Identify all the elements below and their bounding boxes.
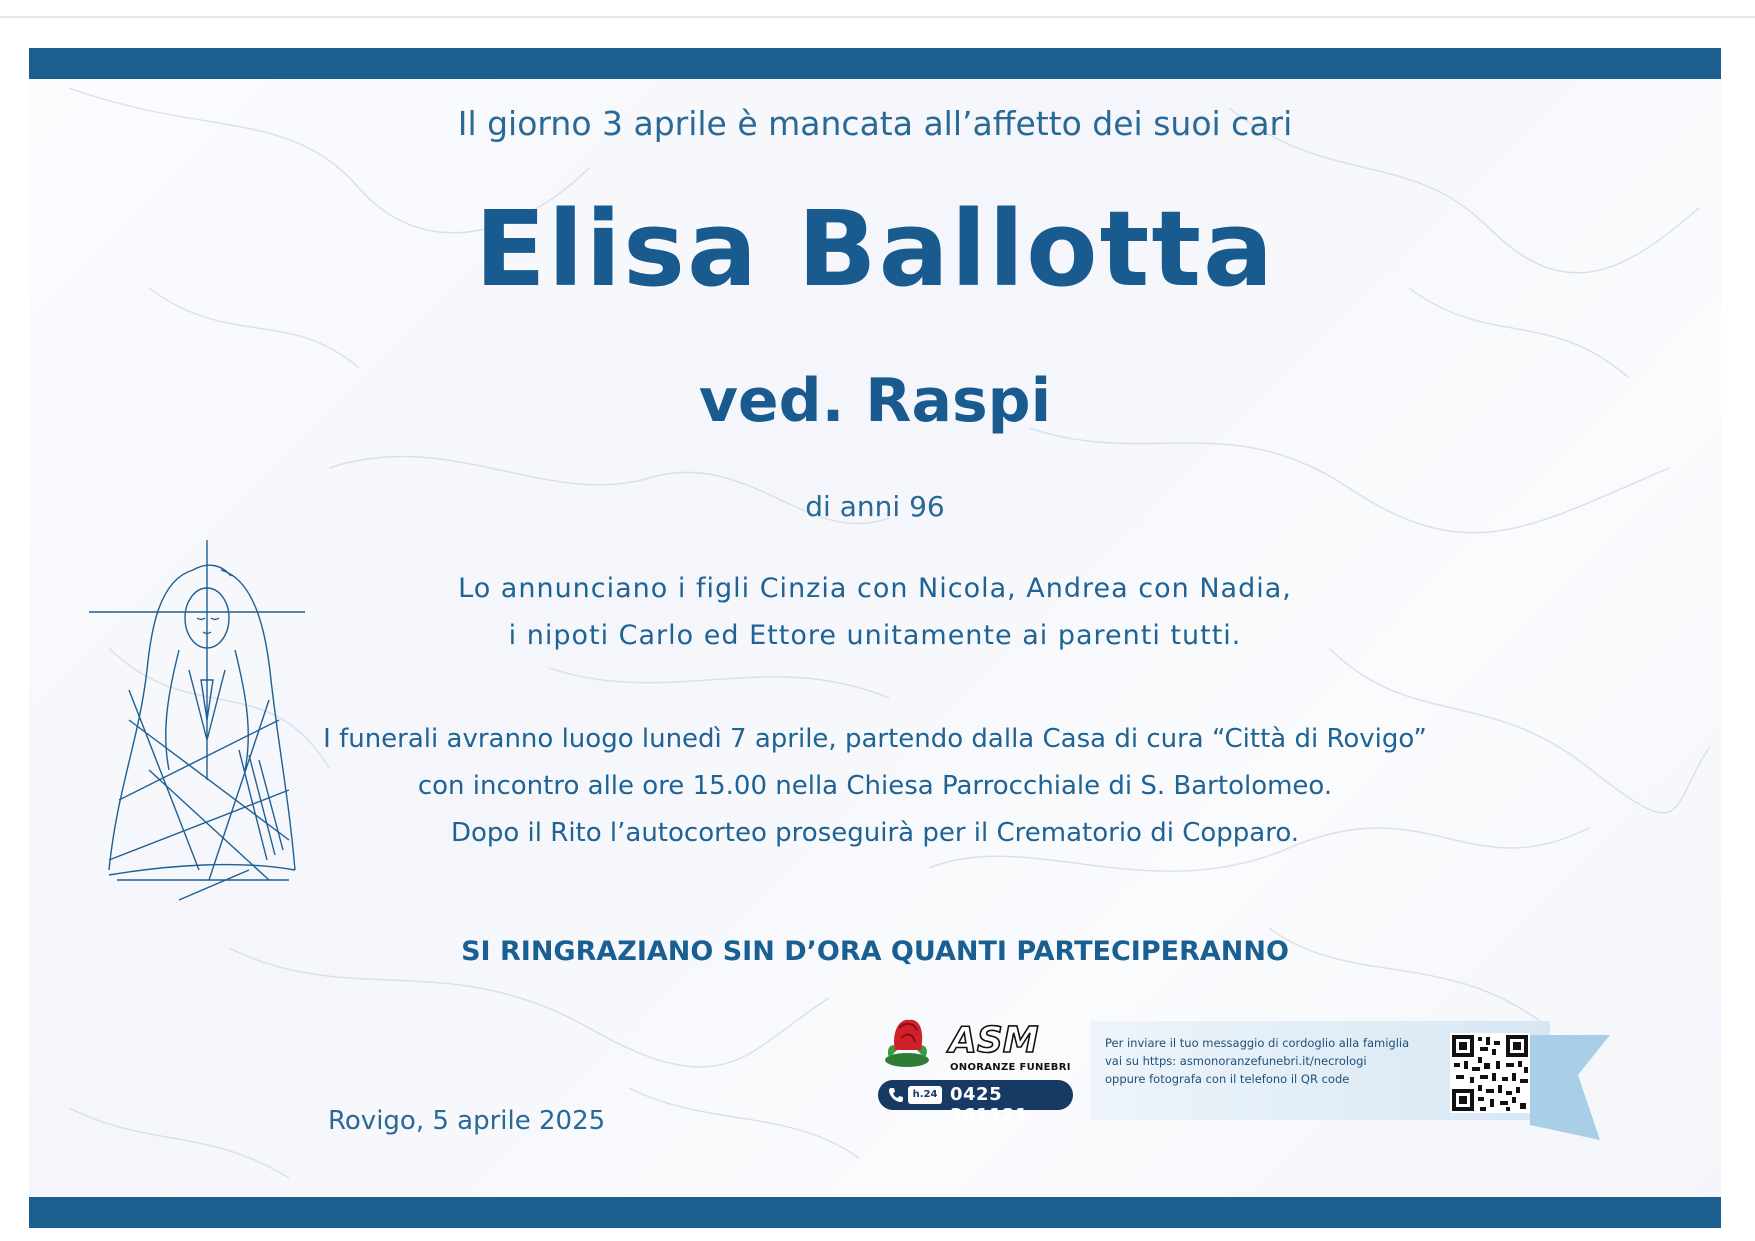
age-line: di anni 96 [805,490,945,523]
info-line: oppure fotografa con il telefono il QR code [1105,1072,1350,1086]
condolence-info [1105,1034,1435,1088]
funeral-line: Dopo il Rito l’autocorteo proseguirà per il Crematorio di Copparo. [450,818,1300,848]
madonna-sketch-icon [89,540,305,916]
hours-badge: h.24 [908,1086,942,1104]
announcement-line: i nipoti Carlo ed Ettore unitamente ai parenti tutti. [508,620,1242,651]
funeral-line: I funerali avranno luogo lunedì 7 aprile, partendo dalla Casa di cura “Città di Rovigo” [323,724,1427,754]
bottom-border-bar [29,1197,1721,1228]
top-border-bar [29,48,1721,79]
qr-code-icon[interactable] [1450,1033,1530,1113]
ribbon-tail [1530,1035,1610,1140]
svg-text:ASM: ASM [949,1020,1039,1061]
place-date: Rovigo, 5 aprile 2025 [328,1106,606,1136]
intro-line: Il giorno 3 aprile è mancata all’affetto dei suoi cari [457,104,1293,143]
thanks-line: SI RINGRAZIANO SIN D’ORA QUANTI PARTECIPERANNO [461,936,1289,967]
announcement-line: Lo annunciano i figli Cinzia con Nicola, Andrea con Nadia, [458,573,1292,604]
logo-subtitle: ONORANZE FUNEBRI [950,1062,1071,1073]
phone-badge [878,1080,1073,1126]
deceased-name: Elisa Ballotta [474,188,1276,310]
info-line: Per inviare il tuo messaggio di cordoglio alla famiglia [1105,1036,1410,1050]
widow-of: ved. Raspi [698,366,1052,436]
phone-number: 0425 361121 [950,1084,1029,1126]
sheet-edge [0,16,1755,18]
funeral-line: con incontro alle ore 15.00 nella Chiesa Parrocchiale di S. Bartolomeo. [417,771,1333,801]
info-line[interactable]: vai su https: asmonoranzefunebri.it/necrologi [1105,1054,1367,1068]
phone-icon [887,1086,905,1104]
